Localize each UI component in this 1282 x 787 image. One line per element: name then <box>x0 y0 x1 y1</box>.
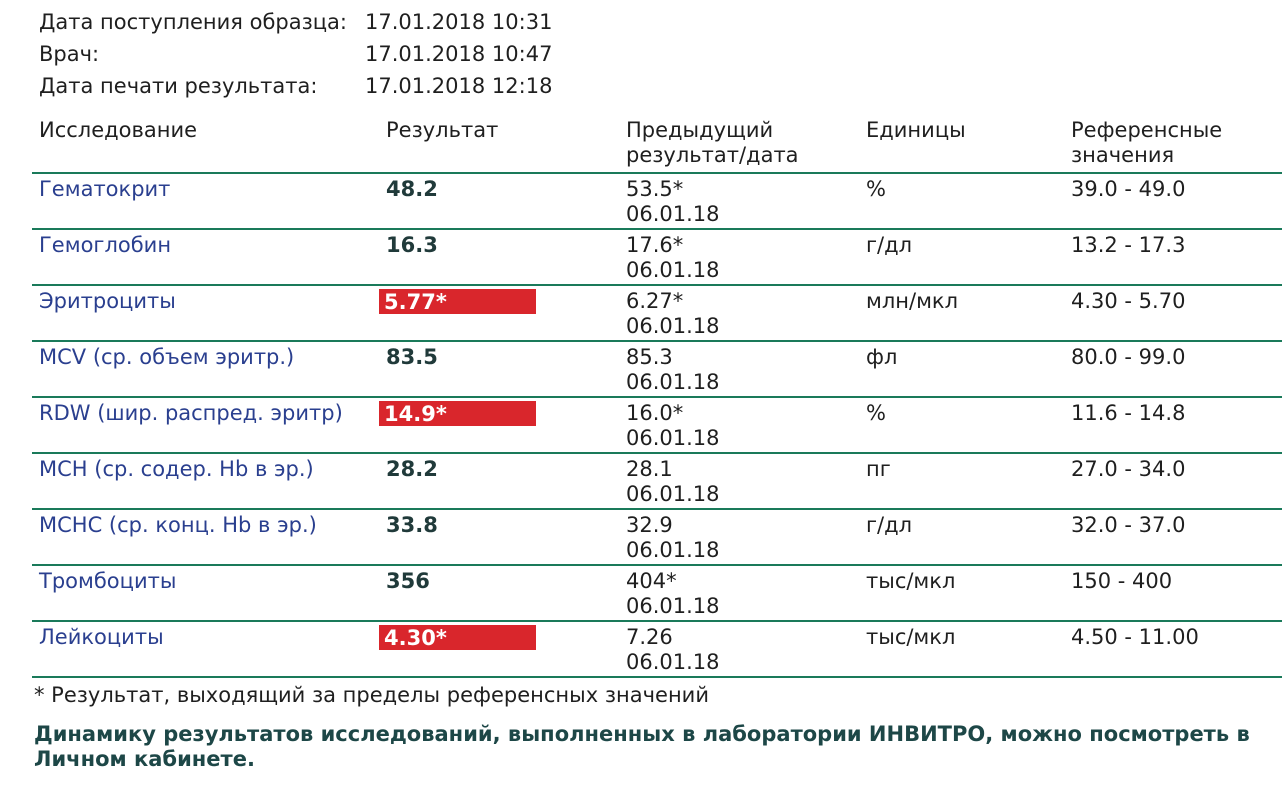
result-cell <box>379 454 619 508</box>
previous-date: 06.01.18 <box>626 370 720 394</box>
previous-date: 06.01.18 <box>626 594 720 618</box>
reference-range: 11.6 - 14.8 <box>1071 401 1186 425</box>
units: г/дл <box>866 233 913 257</box>
reference-range: 80.0 - 99.0 <box>1071 345 1186 369</box>
meta-label: Врач: <box>39 42 100 66</box>
flagged-result-value: 14.9* <box>379 401 536 426</box>
previous-date: 06.01.18 <box>626 482 720 506</box>
previous-cell <box>619 566 859 620</box>
flagged-result-value: 4.30* <box>379 625 536 650</box>
reference-range: 150 - 400 <box>1071 569 1173 593</box>
test-name: Гематокрит <box>39 177 171 201</box>
result-value: 28.2 <box>386 457 438 481</box>
result-value: 48.2 <box>386 177 438 201</box>
sample-info <box>39 6 552 102</box>
test-name: MCH (ср. содер. Hb в эр.) <box>39 457 314 481</box>
previous-date: 06.01.18 <box>626 314 720 338</box>
table-row <box>32 566 1282 622</box>
previous-value: 85.3 <box>626 345 673 369</box>
previous-cell <box>619 622 859 676</box>
previous-value: 53.5* <box>626 177 684 201</box>
reference-range: 39.0 - 49.0 <box>1071 177 1186 201</box>
previous-cell <box>619 230 859 284</box>
meta-row-doctor <box>39 38 552 70</box>
header-reference-line2: значения <box>1071 143 1175 167</box>
header-units: Единицы <box>866 118 966 142</box>
units: тыс/мкл <box>866 569 956 593</box>
test-name: Гемоглобин <box>39 233 172 257</box>
units: % <box>866 177 886 201</box>
result-cell <box>379 622 619 676</box>
units: фл <box>866 345 898 369</box>
units: % <box>866 401 886 425</box>
result-cell <box>379 174 619 228</box>
previous-value: 28.1 <box>626 457 673 481</box>
result-value: 83.5 <box>386 345 438 369</box>
previous-date: 06.01.18 <box>626 258 720 282</box>
previous-cell <box>619 286 859 340</box>
flagged-result-value: 5.77* <box>379 289 536 314</box>
previous-cell <box>619 510 859 564</box>
header-reference <box>1064 118 1282 172</box>
previous-date: 06.01.18 <box>626 538 720 562</box>
meta-label: Дата поступления образца: <box>39 10 347 34</box>
result-cell <box>379 398 619 452</box>
test-name: RDW (шир. распред. эритр) <box>39 401 343 425</box>
units: млн/мкл <box>866 289 959 313</box>
previous-cell <box>619 398 859 452</box>
table-row <box>32 342 1282 398</box>
reference-range: 32.0 - 37.0 <box>1071 513 1186 537</box>
meta-value: 17.01.2018 10:31 <box>365 10 553 34</box>
previous-value: 16.0* <box>626 401 684 425</box>
meta-row-print-date <box>39 70 552 102</box>
units: г/дл <box>866 513 913 537</box>
meta-value: 17.01.2018 12:18 <box>365 74 553 98</box>
result-cell <box>379 566 619 620</box>
result-cell <box>379 510 619 564</box>
previous-value: 17.6* <box>626 233 684 257</box>
table-row <box>32 510 1282 566</box>
result-cell <box>379 286 619 340</box>
reference-range: 4.50 - 11.00 <box>1071 625 1199 649</box>
results-table <box>32 118 1282 678</box>
result-value: 356 <box>386 569 430 593</box>
header-test: Исследование <box>39 118 198 142</box>
personal-account-note: Динамику результатов исследований, выполненных в лаборатории ИНВИТРО, можно посмотреть в Личном кабинете. <box>34 722 1250 771</box>
previous-date: 06.01.18 <box>626 426 720 450</box>
previous-cell <box>619 454 859 508</box>
test-name: Тромбоциты <box>39 569 177 593</box>
result-value: 16.3 <box>386 233 438 257</box>
table-row <box>32 174 1282 230</box>
meta-label: Дата печати результата: <box>39 74 318 98</box>
table-row <box>32 230 1282 286</box>
table-row <box>32 622 1282 678</box>
table-body <box>32 174 1282 678</box>
table-row <box>32 398 1282 454</box>
reference-range: 13.2 - 17.3 <box>1071 233 1186 257</box>
previous-value: 32.9 <box>626 513 673 537</box>
units: пг <box>866 457 891 481</box>
units: тыс/мкл <box>866 625 956 649</box>
previous-date: 06.01.18 <box>626 202 720 226</box>
header-reference-line1: Референсные <box>1071 118 1223 142</box>
header-previous-line2: результат/дата <box>626 143 799 167</box>
previous-cell <box>619 342 859 396</box>
footnote: * Результат, выходящий за пределы референсных значений <box>34 683 709 707</box>
previous-value: 404* <box>626 569 677 593</box>
result-cell <box>379 230 619 284</box>
meta-value: 17.01.2018 10:47 <box>365 42 553 66</box>
result-value: 33.8 <box>386 513 438 537</box>
previous-cell <box>619 174 859 228</box>
table-header <box>32 118 1282 174</box>
table-row <box>32 286 1282 342</box>
result-cell <box>379 342 619 396</box>
table-row <box>32 454 1282 510</box>
meta-row-sample-received <box>39 6 552 38</box>
reference-range: 4.30 - 5.70 <box>1071 289 1186 313</box>
header-result: Результат <box>386 118 499 142</box>
previous-value: 7.26 <box>626 625 673 649</box>
reference-range: 27.0 - 34.0 <box>1071 457 1186 481</box>
test-name: Лейкоциты <box>39 625 164 649</box>
previous-value: 6.27* <box>626 289 684 313</box>
test-name: MCV (ср. объем эритр.) <box>39 345 295 369</box>
test-name: Эритроциты <box>39 289 176 313</box>
test-name: MCHC (ср. конц. Hb в эр.) <box>39 513 317 537</box>
header-previous-line1: Предыдущий <box>626 118 774 142</box>
previous-date: 06.01.18 <box>626 650 720 674</box>
header-previous <box>619 118 859 172</box>
